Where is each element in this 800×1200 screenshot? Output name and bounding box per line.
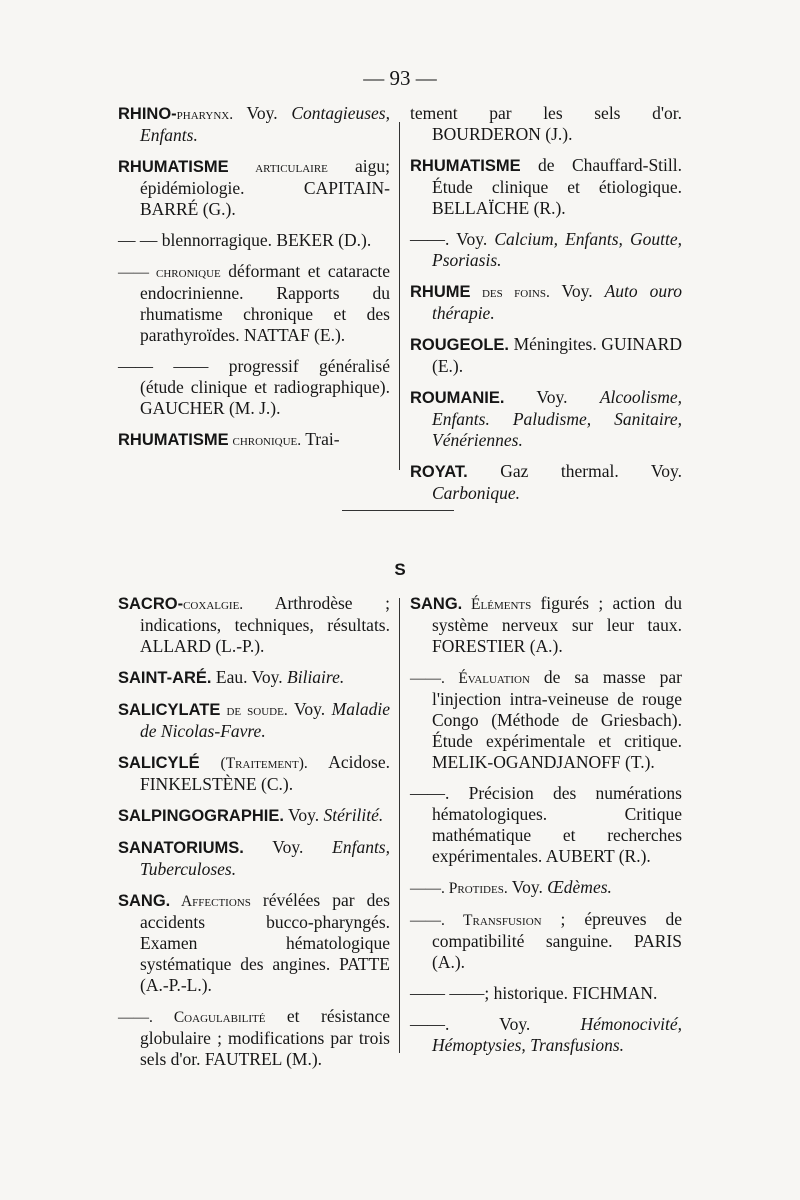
entry-text: — — blennorragique. BEKER (D.). xyxy=(118,230,372,250)
entry-text: Voy. xyxy=(507,877,548,897)
entry-text: aigu; épidémiologie. CAPITAIN-BARRÉ (G.). xyxy=(140,156,390,219)
index-entry xyxy=(118,261,390,346)
page-number: — 93 — xyxy=(363,66,437,90)
entry-text: ——. Précision des numérations hématologiques. Critique mathématique et recherches expérimentales. AUBERT (R.). xyxy=(410,783,682,866)
entry-smallcaps: de soude. xyxy=(220,702,288,719)
entry-heading: SACRO- xyxy=(118,595,184,613)
column-top-left xyxy=(118,103,390,461)
column-divider-bottom xyxy=(399,598,400,1053)
index-entry xyxy=(410,983,682,1004)
index-entry xyxy=(410,461,682,504)
column-top-right xyxy=(410,103,682,514)
section-separator xyxy=(342,510,454,511)
entry-heading: SANG. xyxy=(410,595,463,613)
entry-text: —— ——; historique. FICHMAN. xyxy=(410,983,658,1003)
entry-reference: Maladie de Nicolas-Favre. xyxy=(140,699,390,741)
index-entry xyxy=(118,752,390,795)
entry-text: Méningites. GUINARD (E.). xyxy=(432,334,682,376)
entry-text: Acidose. FINKELSTÈNE (C.). xyxy=(140,752,390,794)
entry-text: Eau. Voy. xyxy=(211,667,288,687)
entry-reference: Stérilité. xyxy=(323,805,384,825)
index-entry xyxy=(410,667,682,773)
index-entry xyxy=(410,229,682,271)
entry-text: Arthrodèse ; indications, techniques, résultats. ALLARD (L.-P.). xyxy=(140,593,390,656)
index-entry xyxy=(410,281,682,324)
entry-heading: ROUGEOLE. xyxy=(410,336,510,354)
entry-text: déformant et cataracte endocrinienne. Rapports du rhumatisme chronique et des parathyroïdes. NATTAF (E.). xyxy=(140,261,390,345)
entry-heading: RHINO- xyxy=(118,105,177,123)
index-entry xyxy=(118,356,390,419)
entry-reference: Alcoolisme, Enfants. Paludisme, Sanitaire, Vénériennes. xyxy=(432,387,682,450)
entry-reference: Œdèmes. xyxy=(547,877,612,897)
entry-smallcaps: pharynx. xyxy=(176,106,234,123)
index-entry xyxy=(118,230,390,251)
entry-text: Voy. xyxy=(233,103,292,123)
index-entry xyxy=(410,909,682,973)
index-entry xyxy=(410,155,682,219)
entry-heading: RHUMATISME xyxy=(118,431,229,449)
entry-text: ——. Voy. xyxy=(410,1014,581,1034)
entry-text: —— —— progressif généralisé (étude clinique et radiographique). GAUCHER (M. J.). xyxy=(118,356,390,418)
entry-heading: SAINT-ARÉ. xyxy=(118,669,212,687)
entry-heading: SANG. xyxy=(118,892,171,910)
index-entry xyxy=(410,1014,682,1056)
entry-smallcaps: coxalgie. xyxy=(183,596,244,613)
index-entry xyxy=(118,890,390,996)
entry-text: tement par les sels d'or. BOURDERON (J.). xyxy=(410,103,682,144)
entry-text: de sa masse par l'injection intra-veineuse de rouge Congo (Méthode de Griesbach). Étude expérimentale et critique. MELIK-OGANDJANOFF (T.). xyxy=(432,667,682,772)
index-entry xyxy=(118,667,390,689)
entry-heading: SANATORIUMS. xyxy=(118,839,244,857)
entry-heading: RHUMATISME xyxy=(410,157,521,175)
entry-smallcaps: ——. Évaluation xyxy=(410,670,530,687)
index-entry xyxy=(118,103,390,146)
column-bottom-left xyxy=(118,593,390,1080)
entry-heading: SALPINGOGRAPHIE. xyxy=(118,807,284,825)
entry-text: Trai- xyxy=(301,429,340,449)
index-entry xyxy=(118,429,390,451)
entry-reference: Contagieuses, Enfants. xyxy=(140,103,390,145)
entry-smallcaps: ——. Protides. xyxy=(410,880,508,897)
entry-heading: RHUME xyxy=(410,283,471,301)
entry-smallcaps: Éléments xyxy=(462,596,532,613)
entry-reference: Enfants, Tuberculoses. xyxy=(140,837,390,879)
entry-heading: ROUMANIE. xyxy=(410,389,505,407)
entry-reference: Biliaire. xyxy=(287,667,345,687)
entry-text: révélées par des accidents bucco-pharyngés. Examen hématologique systématique des angines. PATTE (A.-P.-L.). xyxy=(140,890,390,995)
entry-smallcaps: Affections xyxy=(170,893,251,910)
entry-text: Voy. xyxy=(243,837,333,857)
entry-smallcaps: ——. Coagulabilité xyxy=(118,1009,266,1026)
entry-smallcaps: chronique. xyxy=(228,432,302,449)
entry-text: et résistance globulaire ; modifications par trois sels d'or. FAUTREL (M.). xyxy=(140,1006,390,1069)
index-entry xyxy=(410,593,682,657)
entry-reference: Hémonocivité, Hémoptysies, Transfusions. xyxy=(432,1014,682,1055)
entry-reference: Calcium, Enfants, Goutte, Psoriasis. xyxy=(432,229,682,270)
entry-smallcaps: articulaire xyxy=(228,159,328,176)
entry-heading: SALICYLATE xyxy=(118,701,221,719)
entry-reference: Carbonique. xyxy=(432,483,520,503)
index-entry xyxy=(118,156,390,220)
entry-text: Gaz thermal. Voy. xyxy=(467,461,682,481)
entry-reference: Auto ouro thérapie. xyxy=(432,281,682,323)
column-divider-top xyxy=(399,122,400,470)
entry-text: Voy. xyxy=(549,281,605,301)
entry-text: de Chauffard-Still. Étude clinique et étiologique. BELLAÏCHE (R.). xyxy=(432,155,682,218)
section-letter: S xyxy=(394,560,406,579)
index-entry xyxy=(118,593,390,657)
entry-heading: RHUMATISME xyxy=(118,158,229,176)
index-entry xyxy=(410,783,682,867)
entry-text: Voy. xyxy=(504,387,600,407)
entry-smallcaps: (Traitement). xyxy=(199,755,308,772)
entry-text: ; épreuves de compatibilité sanguine. PARIS (A.). xyxy=(432,909,682,972)
entry-smallcaps: —— chronique xyxy=(118,264,221,281)
index-entry xyxy=(410,387,682,451)
entry-smallcaps: ——. Transfusion xyxy=(410,912,542,929)
index-entry xyxy=(118,1006,390,1070)
index-entry xyxy=(410,877,682,899)
index-entry xyxy=(118,699,390,742)
entry-smallcaps: des foins. xyxy=(470,284,550,301)
column-bottom-right xyxy=(410,593,682,1066)
entry-heading: SALICYLÉ xyxy=(118,754,200,772)
index-entry xyxy=(118,837,390,880)
entry-heading: ROYAT. xyxy=(410,463,468,481)
entry-text: Voy. xyxy=(283,805,324,825)
entry-text: figurés ; action du système nerveux sur leur taux. FORESTIER (A.). xyxy=(432,593,682,656)
index-entry xyxy=(118,805,390,827)
entry-text: Voy. xyxy=(287,699,332,719)
index-entry xyxy=(410,103,682,145)
index-entry xyxy=(410,334,682,377)
entry-text: ——. Voy. xyxy=(410,229,495,249)
